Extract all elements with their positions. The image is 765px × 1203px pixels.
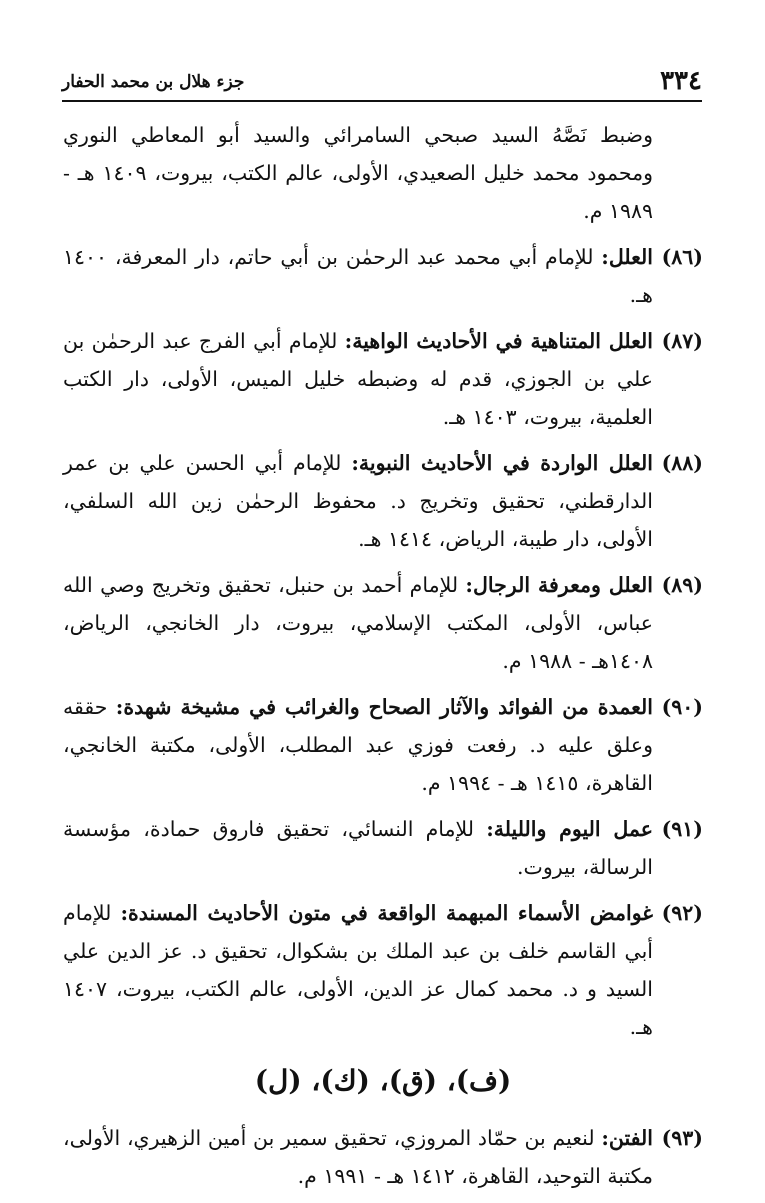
page-number: ٣٣٤ (660, 66, 702, 96)
entry-number: (٩٣) (661, 1126, 703, 1150)
entry-number: (٨٦) (661, 245, 703, 269)
entry-text: للإمام أبي الفرج عبد الرحمٰن بن علي بن الجوزي، قدم له وضبطه خليل الميس، الأولى، دار الكتب العلمية، بيروت، ١٤٠٣ هـ. (63, 329, 653, 429)
page-content (63, 116, 703, 1203)
entry-number: (٨٩) (661, 573, 703, 597)
bibliography-entry-89 (63, 566, 703, 680)
entry-number: (٨٨) (661, 451, 703, 475)
entry-text: للإمام أحمد بن حنبل، تحقيق وتخريج وصي الله عباس، الأولى، المكتب الإسلامي، بيروت، دار الخانجي، الرياض، ١٤٠٨هـ - ١٩٨٨ م. (63, 573, 653, 673)
bibliography-entry-87 (63, 322, 703, 436)
bibliography-entry-86 (63, 238, 703, 314)
entry-title: العلل: (601, 245, 653, 269)
entry-title: العلل الواردة في الأحاديث النبوية: (351, 451, 653, 475)
entry-text: لنعيم بن حمّاد المروزي، تحقيق سمير بن أمين الزهيري، الأولى، مكتبة التوحيد، القاهرة، ١٤١٢ هـ - ١٩٩١ م. (63, 1126, 653, 1188)
page-header (62, 64, 702, 102)
bibliography-entry-90 (63, 688, 703, 802)
entry-text: للإمام أبي محمد عبد الرحمٰن بن أبي حاتم، دار المعرفة، ١٤٠٠ هـ. (63, 245, 653, 307)
entry-text: للإمام أبي القاسم خلف بن عبد الملك بن بشكوال، تحقيق د. عز الدين علي السيد و د. محمد كمال عز الدين، الأولى، عالم الكتب، بيروت، ١٤٠٧ هـ. (63, 901, 653, 1039)
bibliography-entry-93 (63, 1119, 703, 1195)
entry-title: العلل المتناهية في الأحاديث الواهية: (344, 329, 653, 353)
bibliography-entry-92 (63, 894, 703, 1046)
entry-text: للإمام النسائي، تحقيق فاروق حمادة، مؤسسة الرسالة، بيروت. (63, 817, 653, 879)
entry-number: (٩٢) (661, 901, 703, 925)
entry-text: للإمام أبي الحسن علي بن عمر الدارقطني، تحقيق وتخريج د. محفوظ الرحمٰن زين الله السلفي، الأولى، دار طيبة، الرياض، ١٤١٤ هـ. (63, 451, 653, 551)
entry-number: (٩١) (661, 817, 703, 841)
entry-title: عمل اليوم والليلة: (486, 817, 653, 841)
entry-title: العلل ومعرفة الرجال: (465, 573, 653, 597)
bibliography-entry-91 (63, 810, 703, 886)
entry-title: العمدة من الفوائد والآثار الصحاح والغرائب في مشيخة شهدة: (115, 695, 653, 719)
entry-text: حققه وعلق عليه د. رفعت فوزي عبد المطلب، الأولى، مكتبة الخانجي، القاهرة، ١٤١٥ هـ - ١٩٩٤ م. (63, 695, 653, 795)
running-title: جزء هلال بن محمد الحفار (62, 72, 245, 92)
intro-paragraph: وضبط نَصَّهُ السيد صبحي السامرائي والسيد أبو المعاطي النوري ومحمود محمد خليل الصعيدي، الأولى، عالم الكتب، بيروت، ١٤٠٩ هـ - ١٩٨٩ م. (63, 123, 654, 223)
entry-title: الفتن: (601, 1126, 653, 1150)
entry-number: (٨٧) (661, 329, 703, 353)
entry-title: غوامض الأسماء المبهمة الواقعة في متون الأحاديث المسندة: (120, 901, 654, 925)
section-heading: (ف)، (ق)، (ك)، (ل) (254, 1064, 512, 1097)
bibliography-entry-88 (63, 444, 703, 558)
entry-number: (٩٠) (661, 695, 703, 719)
